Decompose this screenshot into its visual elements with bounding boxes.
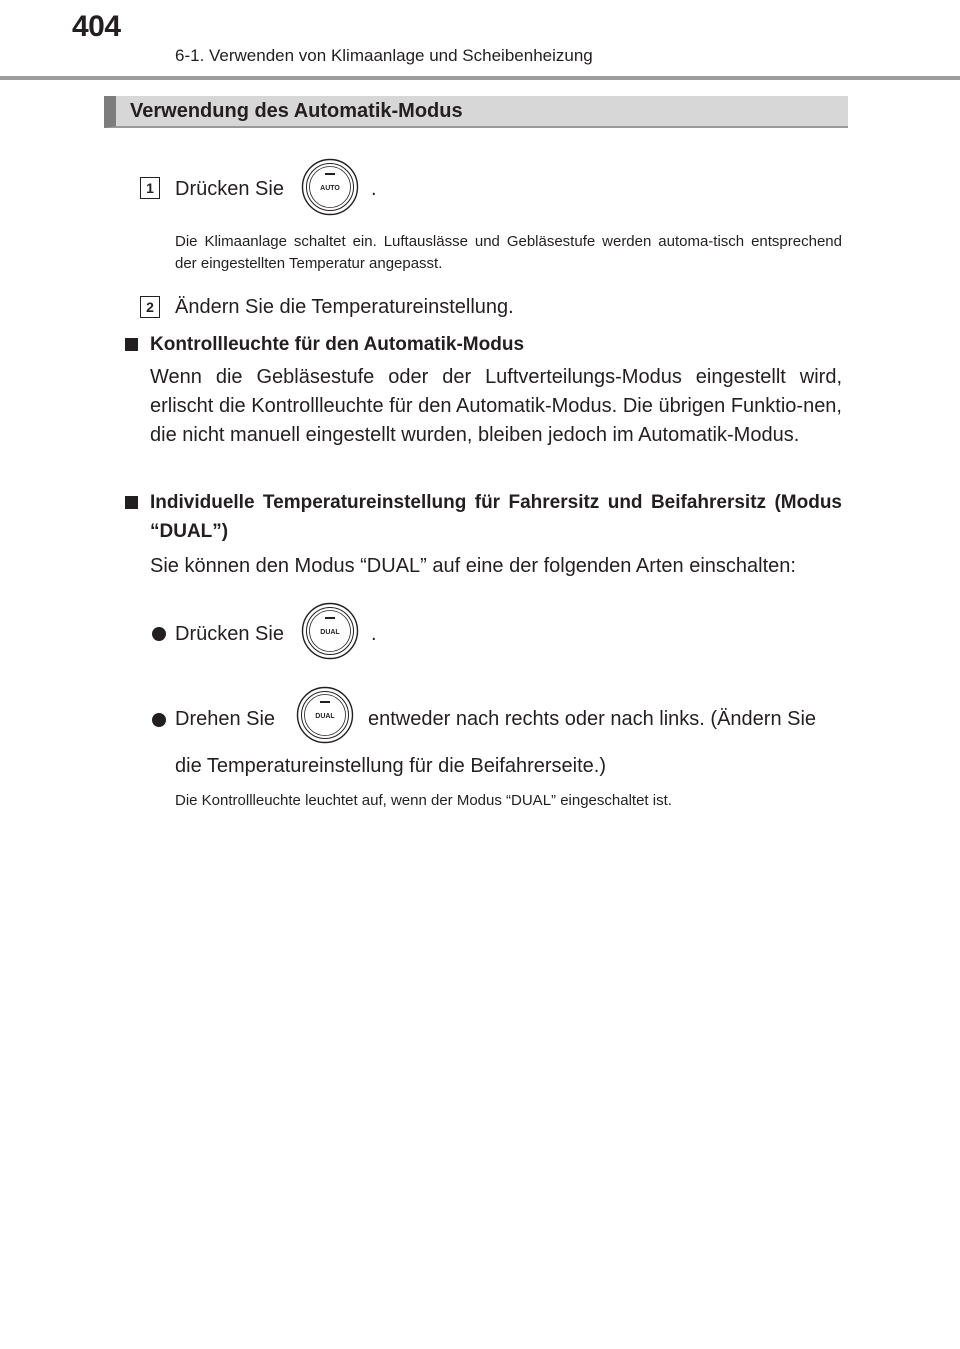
square-bullet-icon xyxy=(125,338,138,351)
step-1-text: Drücken Sie xyxy=(175,178,284,200)
step-number-1: 1 xyxy=(140,177,160,199)
step-2-text: Ändern Sie die Temperatureinstellung. xyxy=(175,296,514,318)
indicator-body: Wenn die Gebläsestufe oder der Luftverteilungs-Modus eingestellt wird, erlischt die Kontrollleuchte für den Automatik-Modus. Die übrigen Funktio-nen, die nicht manuell eingestellt wurden, bleiben jedoch im Automatik-Modus. xyxy=(150,366,842,446)
dual-bullet-1-text: Drücken Sie xyxy=(175,623,284,645)
indicator-heading: Kontrollleuchte für den Automatik-Modus xyxy=(150,334,525,355)
running-header: 6-1. Verwenden von Klimaanlage und Scheibenheizung xyxy=(175,46,593,65)
step-1-period: . xyxy=(371,178,377,200)
round-bullet-icon xyxy=(152,713,166,727)
dual-bullet-1-period: . xyxy=(371,623,377,645)
svg-text:DUAL: DUAL xyxy=(320,629,340,636)
section-title: Verwendung des Automatik-Modus xyxy=(130,100,463,122)
page-number: 404 xyxy=(72,10,121,43)
dual-bullet-2-rest: entweder nach rechts oder nach links. (Ändern Sie xyxy=(368,708,817,730)
dual-bullet-2-continuation: die Temperatureinstellung für die Beifahrerseite.) xyxy=(175,755,606,777)
dual-dial-icon xyxy=(296,686,354,744)
section-bar xyxy=(104,96,848,128)
auto-button-icon xyxy=(301,158,359,216)
header-rule xyxy=(0,76,960,80)
step-1-note: Die Klimaanlage schaltet ein. Luftauslässe und Gebläsestufe werden automa-tisch entsprechend der eingestellten Temperatur angepasst. xyxy=(175,233,842,272)
round-bullet-icon xyxy=(152,627,166,641)
step-number-2: 2 xyxy=(140,296,160,318)
dual-note: Die Kontrollleuchte leuchtet auf, wenn der Modus “DUAL” eingeschaltet ist. xyxy=(175,792,672,809)
dual-button-icon xyxy=(301,602,359,660)
svg-text:DUAL: DUAL xyxy=(315,713,335,720)
square-bullet-icon xyxy=(125,496,138,509)
svg-text:AUTO: AUTO xyxy=(320,185,340,192)
dual-heading: Individuelle Temperatureinstellung für Fahrersitz und Beifahrersitz (Modus “DUAL”) xyxy=(150,492,842,542)
dual-intro: Sie können den Modus “DUAL” auf eine der folgenden Arten einschalten: xyxy=(150,555,796,577)
dual-bullet-2-text: Drehen Sie xyxy=(175,708,276,730)
